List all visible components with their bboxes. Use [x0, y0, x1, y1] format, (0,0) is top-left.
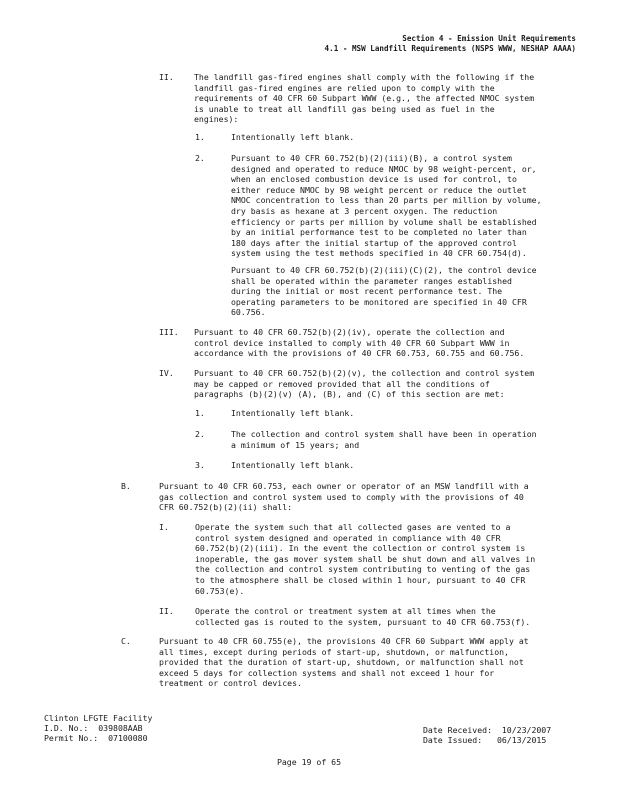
paragraph-iv-1 [195, 408, 575, 419]
permit-value: 07100080 [108, 733, 148, 743]
item-label: II. [159, 72, 174, 82]
paragraph-iv [159, 368, 579, 400]
paragraph-iv-3 [195, 460, 575, 471]
paragraph-iv-2 [195, 429, 575, 450]
item-text: Pursuant to 40 CFR 60.755(e), the provisions 40 CFR 60 Subpart WWW apply at all times, except during periods of start-up, shutdown, or malfunction, provided that the duration of start-up, shutdown, or malfunction shall not exceed 5 days for collection systems and shall not exceed 1 hour for treatment or control devices. [159, 636, 529, 689]
item-text: Pursuant to 40 CFR 60.752(b)(2)(v), the collection and control system may be capped or removed provided that all the conditions of paragraphs (b)(2)(v) (A), (B), and (C) of this section are met: [194, 368, 535, 400]
facility-id [44, 723, 152, 733]
item-text: Pursuant to 40 CFR 60.752(b)(2)(iii)(C)(2), the control device shall be operated within the parameter ranges established during the initial or most recent performance test. The operating parameters to be monitored are specified in 40 CFR 60.756. [231, 265, 537, 318]
item-text: The landfill gas-fired engines shall comply with the following if the landfill gas-fired engines are relied upon to comply with the requirements of 40 CFR 60 Subpart WWW (e.g., the affected NMOC system is unable to treat all landfill gas being used as fuel in the engines): [194, 72, 535, 125]
paragraph-b-i [159, 522, 581, 596]
date-received-value: 10/23/2007 [501, 725, 552, 735]
paragraph-ii-2 [195, 153, 575, 259]
subsection-title: 4.1 - MSW Landfill Requirements (NSPS WWW, NESHAP AAAA) [324, 43, 576, 53]
item-label: IV. [159, 368, 174, 378]
item-label: 1. [195, 408, 205, 418]
item-text: Pursuant to 40 CFR 60.752(b)(2)(iii)(B), a control system designed and operated to reduce NMOC by 98 weight-percent, or, when an enclosed combustion device is used for control, to either reduce NMOC by 98 weight percent or reduce the outlet NMOC concentration to less than 20 parts per million by volume, dry basis as hexane at 3 percent oxygen. The reduction efficiency or parts per million by volume shall be established by an initial performance test to be completed no later than 180 days after the initial startup of the approved control system using the test methods specified in 40 CFR 60.754(d). [231, 153, 542, 259]
item-label: 1. [195, 132, 205, 142]
section-header [325, 34, 576, 53]
item-text: Operate the system such that all collected gases are vented to a control system designed and operated in compliance with 40 CFR 60.752(b)(2)(iii). In the event the collection or control system is inoperable, the gas mover system shall be shut down and all valves in the collection and control system contributing to venting of the gas to the atmosphere shall be closed within 1 hour, pursuant to 40 CFR 60.753(e). [195, 522, 536, 596]
item-text: Pursuant to 40 CFR 60.752(b)(2)(iv), operate the collection and control device installed to comply with 40 CFR 60 Subpart WWW in accordance with the provisions of 40 CFR 60.753, 60.755 and 60.756. [194, 327, 525, 359]
date-received-label: Date Received: [423, 725, 493, 735]
footer-dates [423, 725, 551, 745]
date-issued [423, 735, 551, 745]
permit-label: Permit No.: [44, 733, 99, 743]
item-text: Intentionally left blank. [231, 460, 355, 470]
facility-id-value: 039808AAB [98, 723, 143, 733]
footer-facility-info [44, 713, 152, 743]
paragraph-ii [159, 72, 579, 125]
date-issued-label: Date Issued: [423, 735, 483, 745]
item-text: Intentionally left blank. [231, 132, 355, 142]
item-label: B. [121, 481, 131, 491]
item-label: 3. [195, 460, 205, 470]
date-issued-value: 06/13/2015 [496, 735, 547, 745]
paragraph-b-ii [159, 606, 581, 627]
section-title: Section 4 - Emission Unit Requirements [402, 34, 576, 43]
page-number: Page 19 of 65 [276, 757, 342, 767]
item-text: Operate the control or treatment system at all times when the collected gas is routed to the system, pursuant to 40 CFR 60.753(f). [195, 606, 531, 627]
item-label: 2. [195, 429, 205, 439]
paragraph-iii [159, 327, 579, 359]
facility-id-label: I.D. No.: [44, 723, 89, 733]
item-text: Pursuant to 40 CFR 60.753, each owner or operator of an MSW landfill with a gas collection and control system used to comply with the provisions of 40 CFR 60.752(b)(2)(ii) shall: [159, 481, 529, 513]
item-label: I. [159, 522, 169, 532]
paragraph-c [121, 636, 581, 689]
paragraph-ii-2-continued [231, 265, 576, 318]
item-text: Intentionally left blank. [231, 408, 355, 418]
permit-number [44, 733, 152, 743]
date-received [423, 725, 551, 735]
item-label: II. [159, 606, 174, 616]
item-text: The collection and control system shall have been in operation a minimum of 15 years; and [231, 429, 537, 450]
paragraph-b [121, 481, 581, 513]
item-label: C. [121, 636, 131, 646]
item-label: 2. [195, 153, 205, 163]
facility-name: Clinton LFGTE Facility [44, 713, 153, 723]
paragraph-ii-1 [195, 132, 575, 143]
item-label: III. [159, 327, 179, 337]
